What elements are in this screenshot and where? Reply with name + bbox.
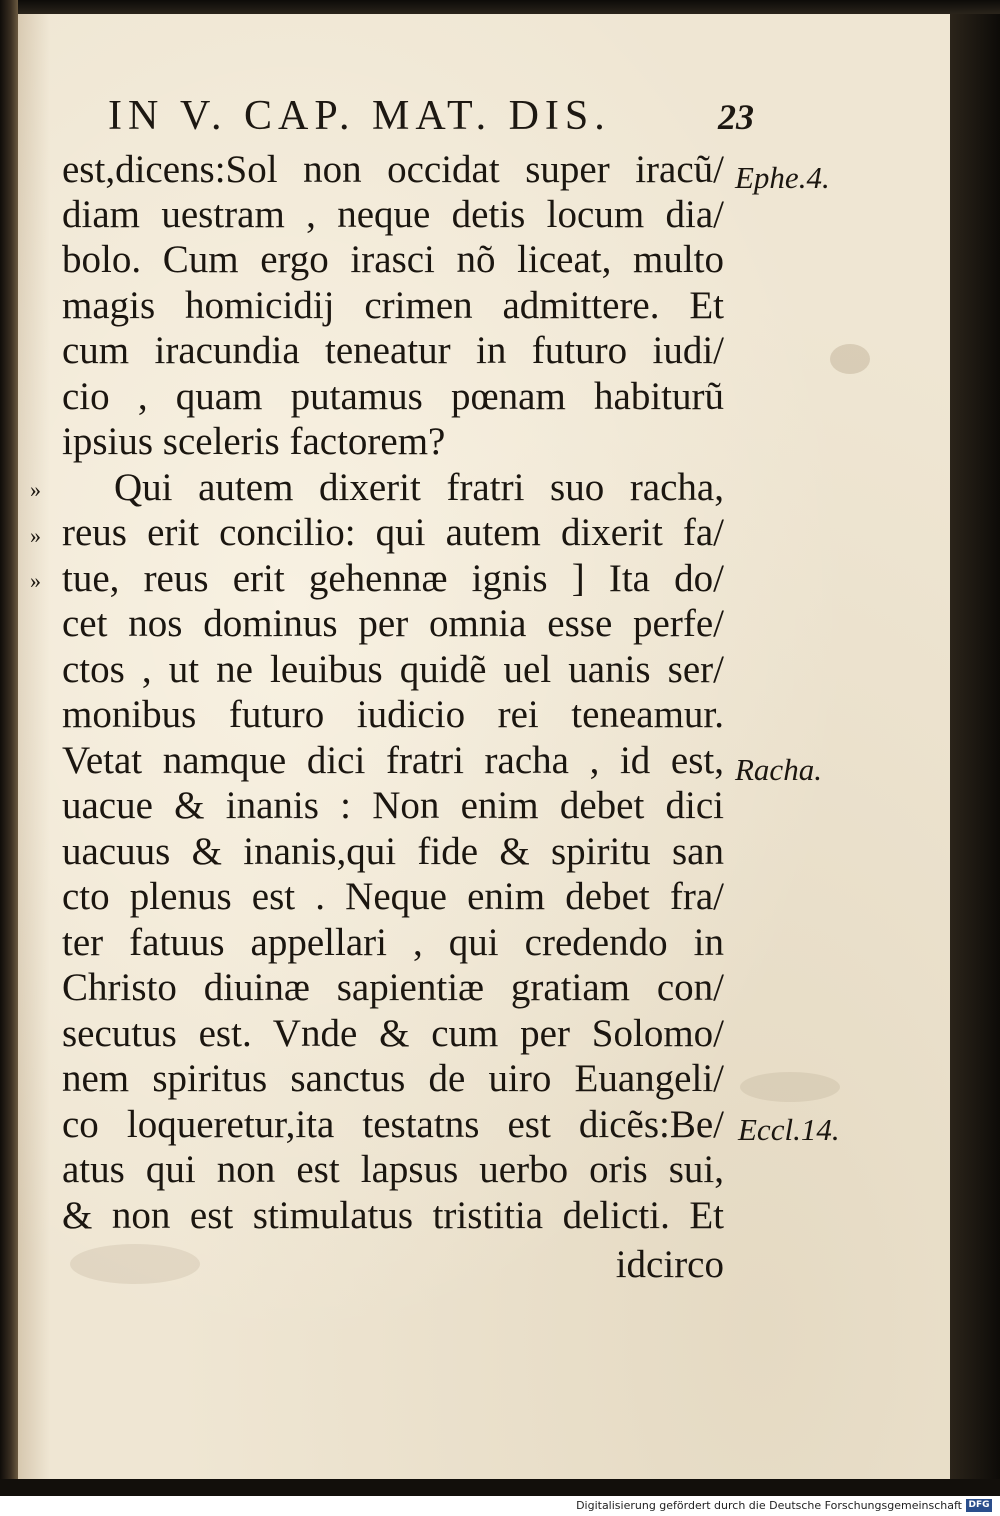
text-line: cum iracundia teneatur in futuro iudi/	[62, 329, 724, 372]
text-line: monibus futuro iudicio rei teneamur.	[62, 693, 724, 736]
paper-stain	[830, 344, 870, 374]
text-line: cet nos dominus per omnia esse perfe/	[62, 602, 724, 645]
text-line: uacue & inanis : Non enim debet dici	[62, 784, 724, 827]
text-line: secutus est. Vnde & cum per Solomo/	[62, 1012, 724, 1055]
dfg-logo-icon: DFG	[966, 1499, 992, 1512]
page-edge-bottom	[0, 1479, 1000, 1496]
quotation-mark: »	[30, 523, 42, 548]
margin-note-ephe: Ephe.4.	[735, 160, 830, 195]
funding-credit: Digitalisierung gefördert durch die Deutsche Forschungsgemeinschaft	[576, 1499, 962, 1512]
page-edge-left	[0, 0, 18, 1496]
page-edge-top	[0, 0, 1000, 14]
folio-number: 23	[718, 97, 754, 137]
text-line: cto plenus est . Neque enim debet fra/	[62, 875, 724, 918]
margin-note-racha: Racha.	[735, 752, 822, 787]
paper-stain	[740, 1072, 840, 1102]
text-line: Vetat namque dici fratri racha , id est,	[62, 739, 724, 782]
text-line: co loqueretur,ita testatns est dicẽs:Be/	[62, 1103, 724, 1146]
text-line: magis homicidij crimen admittere. Et	[62, 284, 724, 327]
text-line: cio , quam putamus pœnam habiturũ	[62, 375, 724, 418]
text-line: diam uestram , neque detis locum dia/	[62, 193, 724, 236]
quotation-mark: »	[30, 477, 42, 502]
text-line: nem spiritus sanctus de uiro Euangeli/	[62, 1057, 724, 1100]
text-line: & non est stimulatus tristitia delicti. Et	[62, 1194, 724, 1237]
text-line: Qui autem dixerit fratri suo racha,	[114, 466, 724, 509]
text-line: reus erit concilio: qui autem dixerit fa/	[62, 511, 724, 554]
text-line: atus qui non est lapsus uerbo oris sui,	[62, 1148, 724, 1191]
text-line: ctos , ut ne leuibus quidẽ uel uanis ser/	[62, 648, 724, 691]
catchword: idcirco	[615, 1243, 724, 1286]
page-edge-right	[950, 14, 1000, 1496]
text-line: Christo diuinæ sapientiæ gratiam con/	[62, 966, 724, 1009]
text-line: tue, reus erit gehennæ ignis ] Ita do/	[62, 557, 724, 600]
text-line: uacuus & inanis,qui fide & spiritu san	[62, 830, 724, 873]
text-line: est,dicens:Sol non occidat super iracũ/	[62, 148, 724, 191]
quotation-mark: »	[30, 568, 42, 593]
footer-bar	[0, 1496, 1000, 1516]
text-line: ipsius sceleris factorem?	[62, 420, 446, 463]
margin-note-eccl: Eccl.14.	[738, 1112, 840, 1147]
page-header	[100, 92, 760, 144]
running-head: IN V. CAP. MAT. DIS.	[108, 93, 611, 139]
text-line: bolo. Cum ergo irasci nõ liceat, multo	[62, 238, 724, 281]
text-line: ter fatuus appellari , qui credendo in	[62, 921, 724, 964]
